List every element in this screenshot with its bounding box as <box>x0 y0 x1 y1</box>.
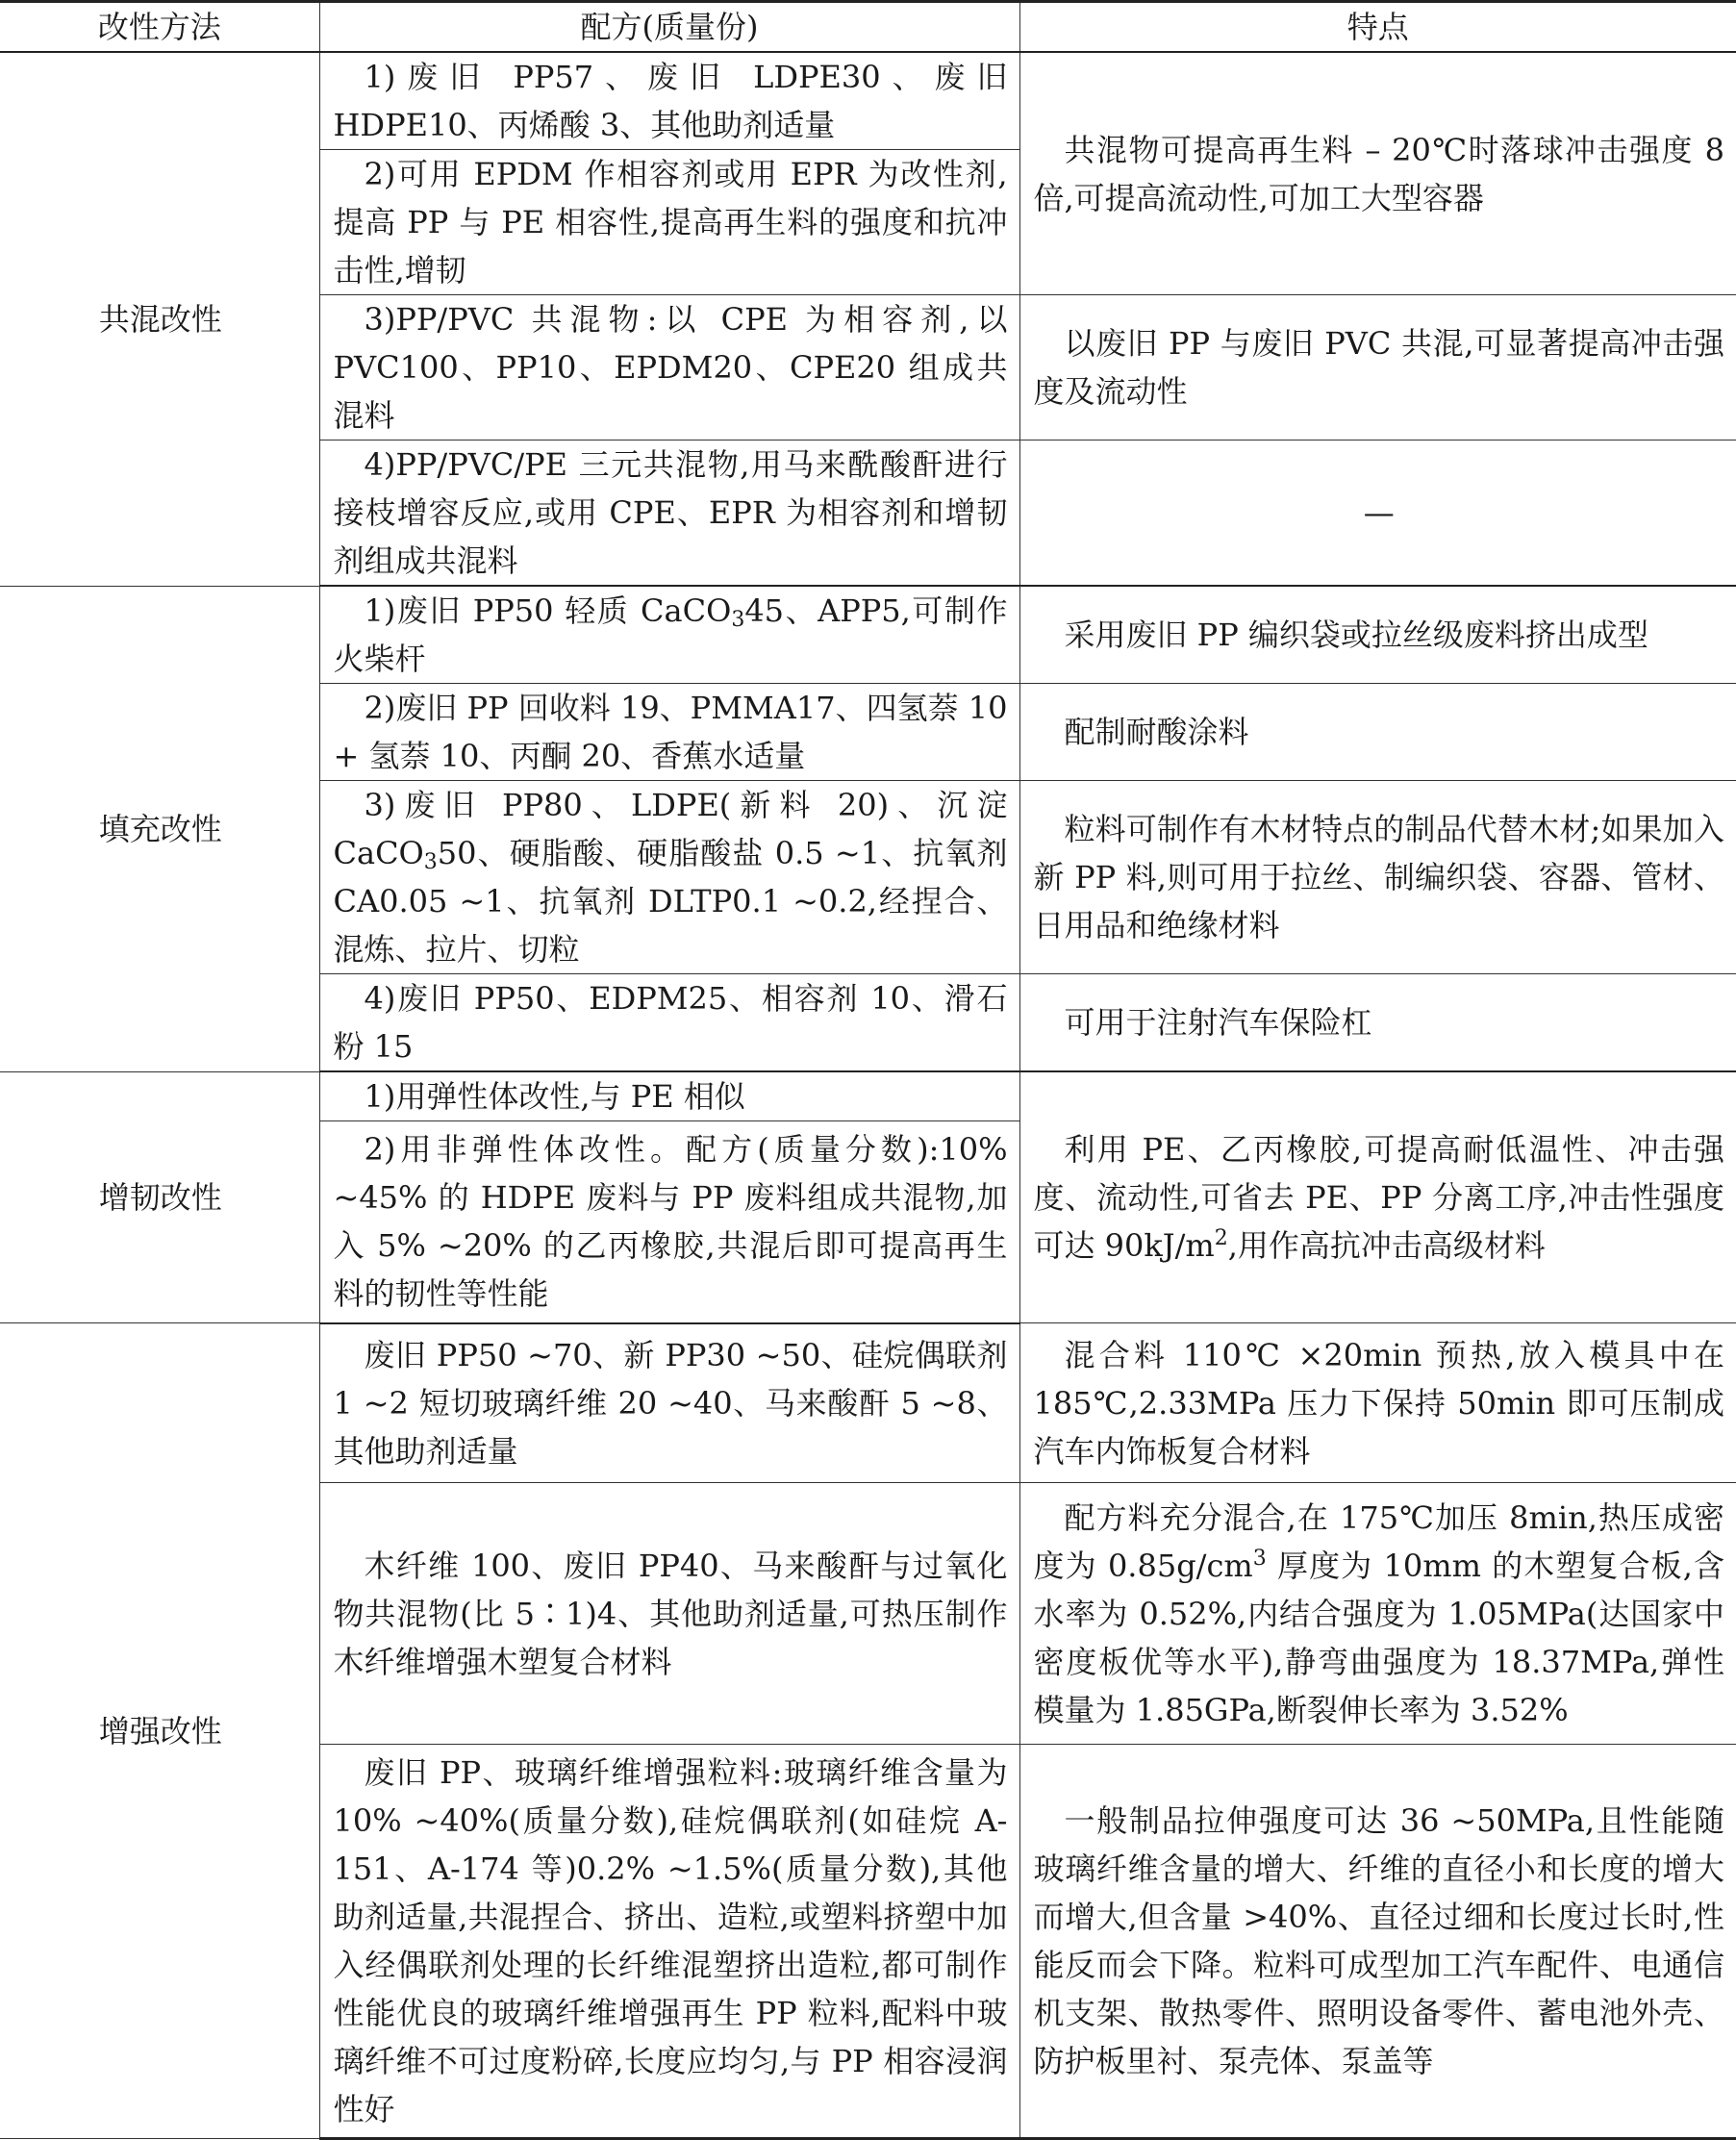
formula-cell: 3)废旧 PP80、LDPE(新料 20)、沉淀 CaCO$_3$50、硬脂酸、硬脂酸盐 0.5 ~1、抗氧剂 CA0.05 ~1、抗氧剂 DLTP0.1 ~0.2,经捏合、混炼、拉片、切粒 <box>319 781 1019 974</box>
feature-cell: 配方料充分混合,在 175℃加压 8min,热压成密度为 $0.85g/cm^3$ 厚度为 10mm 的木塑复合板,含水率为 0.52%,内结合强度为 1.05MPa(达国家中密度板优等水平),静弯曲强度为 18.37MPa,弹性模量为 1.85GPa,断裂伸长率为 3.52% <box>1019 1483 1736 1745</box>
formula-cell: 2)废旧 PP 回收料 19、PMMA17、四氢萘 10 + 氢萘 10、丙酮 20、香蕉水适量 <box>319 684 1019 781</box>
formula-cell: 1)用弹性体改性,与 PE 相似 <box>319 1071 1019 1121</box>
method-cell-toughening: 增韧改性 <box>0 1071 319 1323</box>
feature-cell: — <box>1019 441 1736 587</box>
formula-cell: 1)废旧 PP57、废旧 LDPE30、废旧 HDPE10、丙烯酸 3、其他助剂适量 <box>319 52 1019 150</box>
method-cell-reinforcing: 增强改性 <box>0 1323 319 2139</box>
feature-cell: 混合料 110℃ ×20min 预热,放入模具中在 185℃,2.33MPa 压力下保持 50min 即可压制成汽车内饰板复合材料 <box>1019 1323 1736 1483</box>
table-row <box>0 1323 1736 1483</box>
feature-cell: 粒料可制作有木材特点的制品代替木材;如果加入新 PP 料,则可用于拉丝、制编织袋、容器、管材、日用品和绝缘材料 <box>1019 781 1736 974</box>
formula-cell: 废旧 PP50 ~70、新 PP30 ~50、硅烷偶联剂 1 ~2 短切玻璃纤维 20 ~40、马来酸酐 5 ~8、其他助剂适量 <box>319 1323 1019 1483</box>
table-row <box>0 1071 1736 1121</box>
method-cell-blending: 共混改性 <box>0 52 319 586</box>
table-row <box>0 586 1736 684</box>
feature-cell: 一般制品拉伸强度可达 36 ~50MPa,且性能随玻璃纤维含量的增大、纤维的直径小和长度的增大而增大,但含量 >40%、直径过细和长度过长时,性能反而会下降。粒料可成型加工汽车配件、电通信机支架、散热零件、照明设备零件、蓄电池外壳、防护板里衬、泵壳体、泵盖等 <box>1019 1745 1736 2139</box>
formula-cell: 4)废旧 PP50、EDPM25、相容剂 10、滑石粉 15 <box>319 974 1019 1072</box>
formula-cell: 2)用非弹性体改性。配方(质量分数):10% ~45% 的 HDPE 废料与 PP 废料组成共混物,加入 5% ~20% 的乙丙橡胶,共混后即可提高再生料的韧性等性能 <box>319 1121 1019 1323</box>
method-cell-filling: 填充改性 <box>0 586 319 1071</box>
formula-cell: 废旧 PP、玻璃纤维增强粒料:玻璃纤维含量为 10% ~40%(质量分数),硅烷偶联剂(如硅烷 A-151、A-174 等)0.2% ~1.5%(质量分数),其他助剂适量,共混捏合、挤出、造粒,或塑料挤塑中加入经偶联剂处理的长纤维混塑挤出造粒,都可制作性能优良的玻璃纤维增强再生 PP 粒料,配料中玻璃纤维不可过度粉碎,长度应均匀,与 PP 相容浸润性好 <box>319 1745 1019 2139</box>
table-row <box>0 52 1736 150</box>
feature-cell: 配制耐酸涂料 <box>1019 684 1736 781</box>
formula-cell: 木纤维 100、废旧 PP40、马来酸酐与过氧化物共混物(比 5∶1)4、其他助剂适量,可热压制作木纤维增强木塑复合材料 <box>319 1483 1019 1745</box>
feature-cell: 共混物可提高再生料 – 20℃时落球冲击强度 8 倍,可提高流动性,可加工大型容器 <box>1019 52 1736 295</box>
header-features: 特点 <box>1019 2 1736 53</box>
formula-cell: 3)PP/PVC 共混物:以 CPE 为相容剂,以 PVC100、PP10、EPDM20、CPE20 组成共混料 <box>319 295 1019 441</box>
feature-cell: 采用废旧 PP 编织袋或拉丝级废料挤出成型 <box>1019 586 1736 684</box>
formula-cell: 4)PP/PVC/PE 三元共混物,用马来酰酸酐进行接枝增容反应,或用 CPE、EPR 为相容剂和增韧剂组成共混料 <box>319 441 1019 587</box>
table-header-row <box>0 2 1736 53</box>
formula-cell: 1)废旧 PP50 轻质 CaCO$_3$45、APP5,可制作火柴杆 <box>319 586 1019 684</box>
feature-cell: 利用 PE、乙丙橡胶,可提高耐低温性、冲击强度、流动性,可省去 PE、PP 分离工序,冲击性强度可达 $90kJ/m^2$,用作高抗冲击高级材料 <box>1019 1071 1736 1323</box>
feature-cell: 以废旧 PP 与废旧 PVC 共混,可显著提高冲击强度及流动性 <box>1019 295 1736 441</box>
header-method: 改性方法 <box>0 2 319 53</box>
formula-cell: 2)可用 EPDM 作相容剂或用 EPR 为改性剂,提高 PP 与 PE 相容性,提高再生料的强度和抗冲击性,增韧 <box>319 150 1019 295</box>
header-formula: 配方(质量份) <box>319 2 1019 53</box>
feature-cell: 可用于注射汽车保险杠 <box>1019 974 1736 1072</box>
